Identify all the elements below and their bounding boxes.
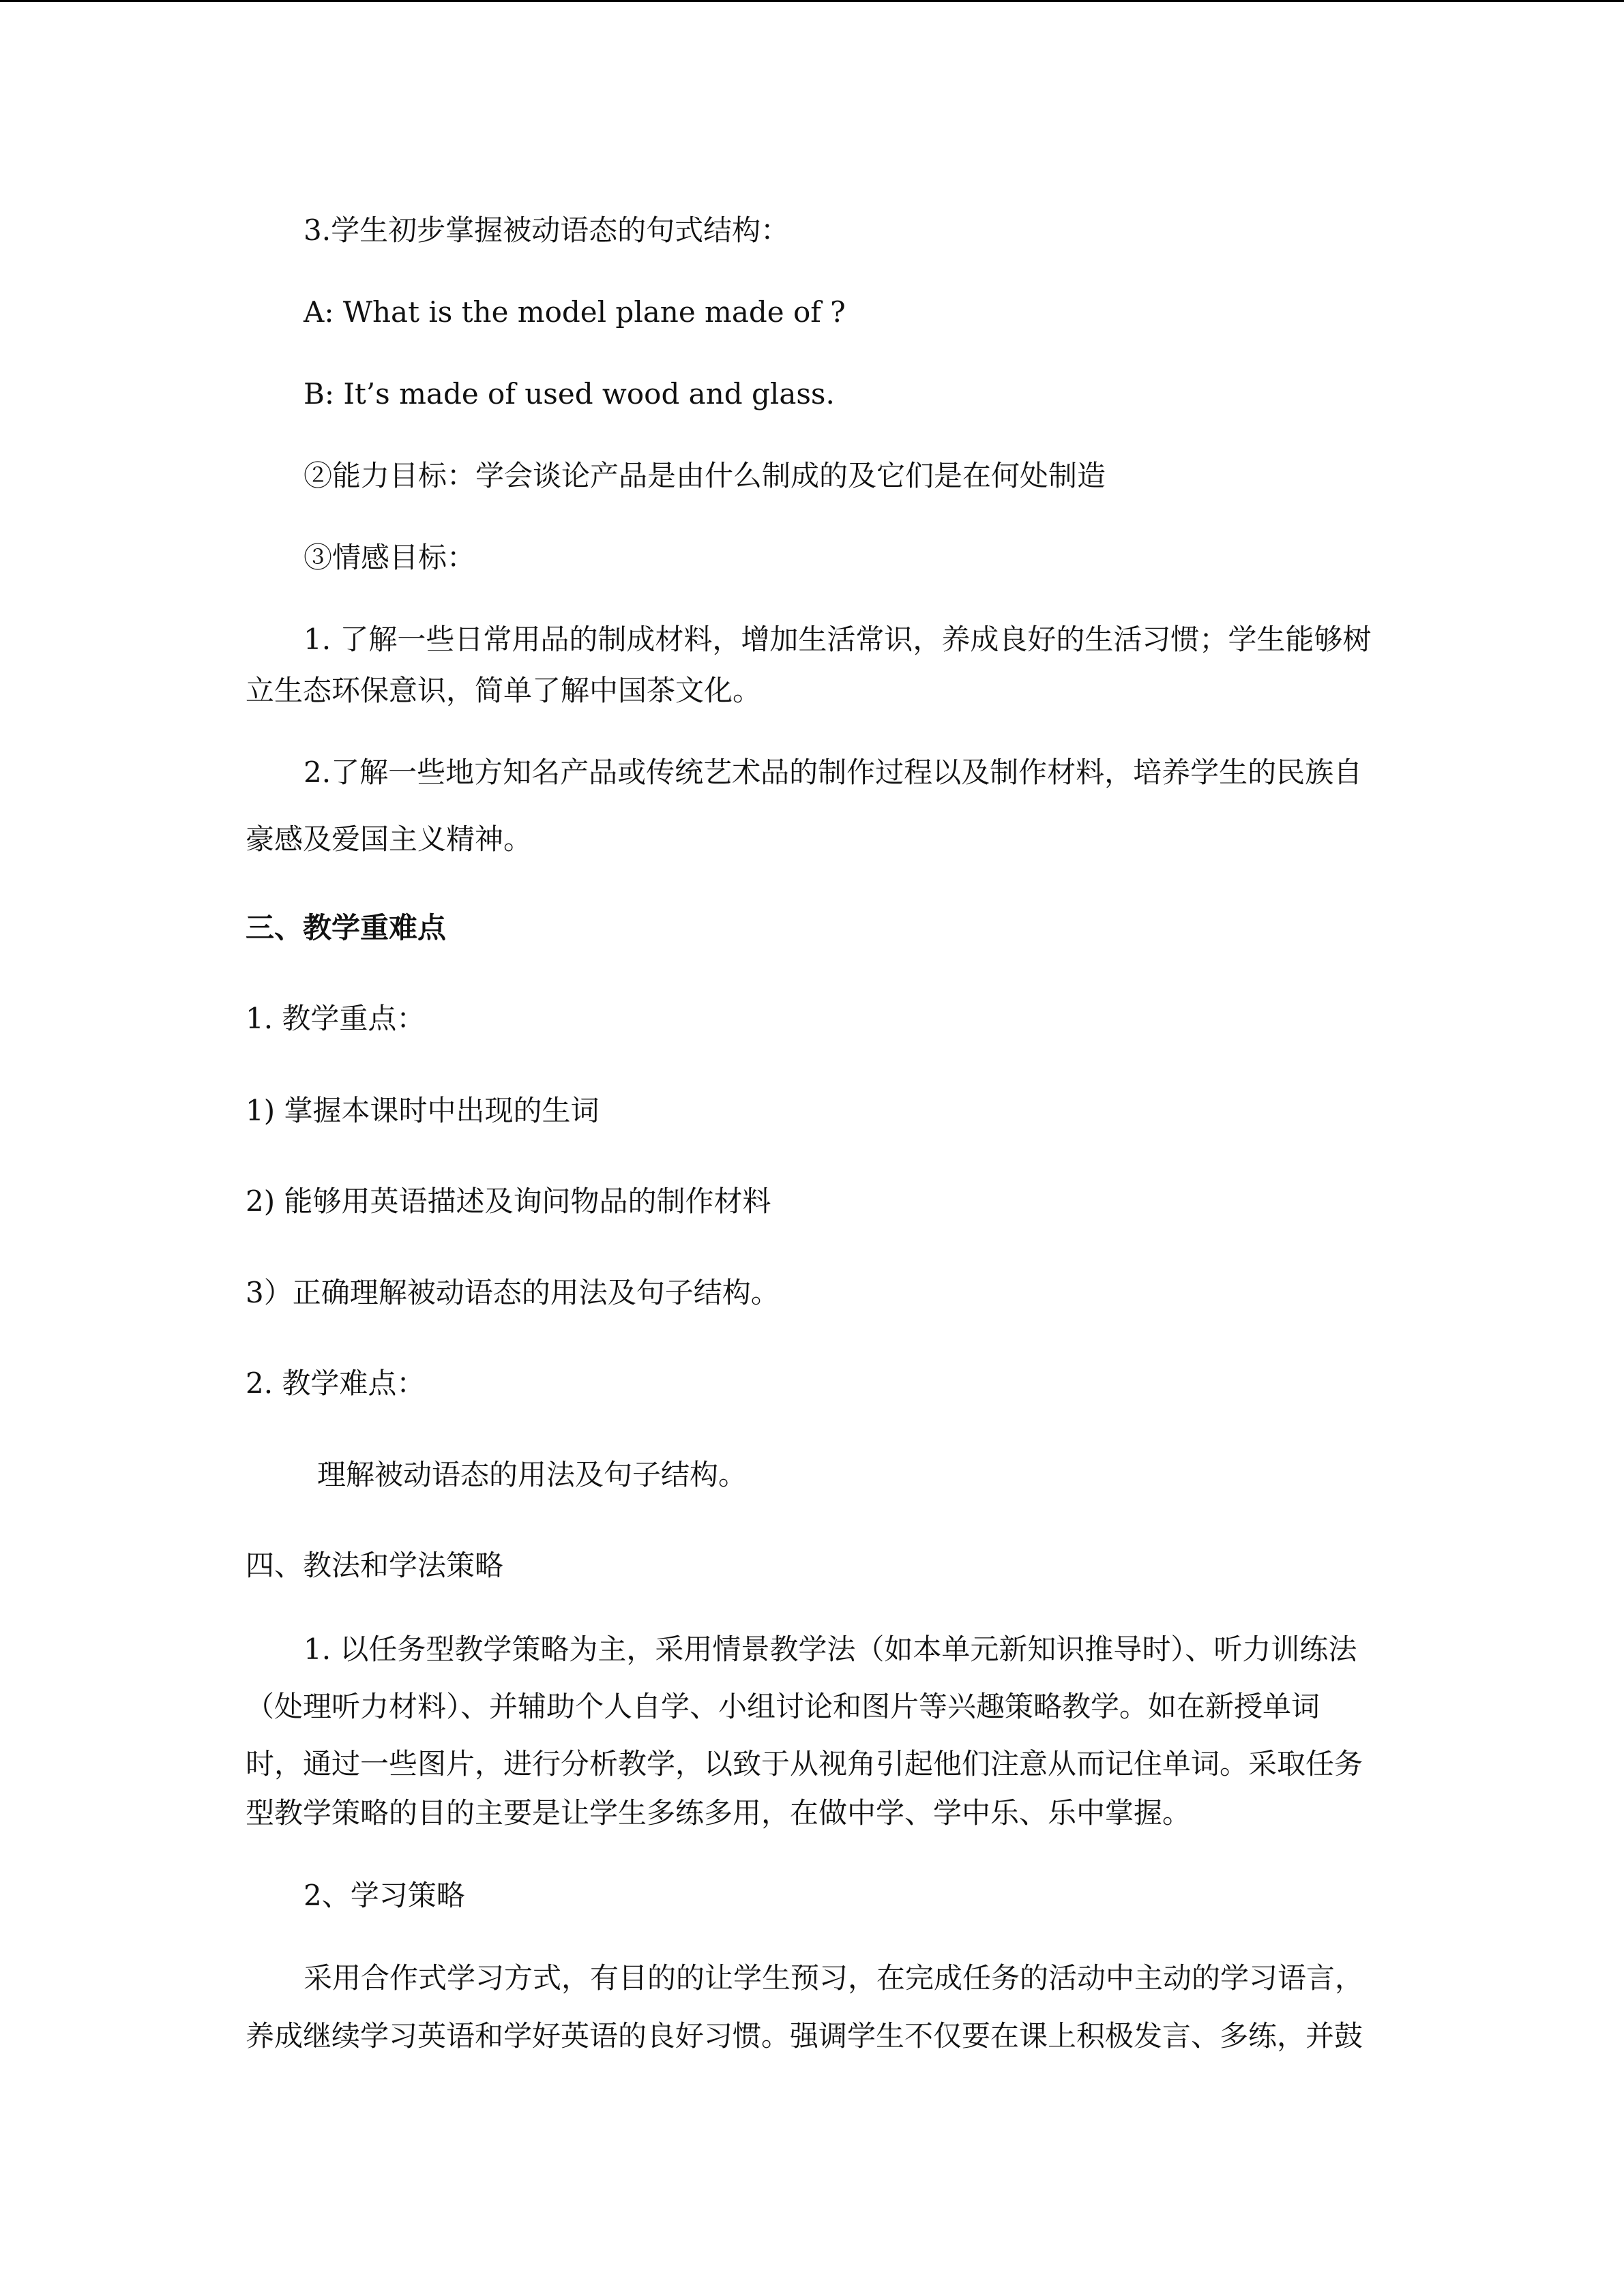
key-point-2: 2) 能够用英语描述及询问物品的制作材料 [246,1184,771,1218]
emotional-item-2-line-2: 豪感及爱国主义精神。 [246,822,533,856]
page-top-border [0,0,1624,2]
section-3-heading: 三、教学重难点 [246,911,447,944]
section-4-heading: 四、教法和学法策略 [246,1549,504,1582]
key-point-3: 3）正确理解被动语态的用法及句子结构。 [246,1276,780,1309]
ability-objective: ②能力目标：学会谈论产品是由什么制成的及它们是在何处制造 [304,459,1106,492]
emotional-item-1-line-1: 1. 了解一些日常用品的制成材料，增加生活常识，养成良好的生活习惯；学生能够树 [304,623,1372,656]
learning-strategy-line-1: 采用合作式学习方式，有目的的让学生预习，在完成任务的活动中主动的学习语言， [304,1961,1364,1995]
learning-strategy-line-2: 养成继续学习英语和学好英语的良好习惯。强调学生不仅要在课上积极发言、多练，并鼓 [246,2019,1363,2053]
difficult-point-1: 理解被动语态的用法及句子结构。 [317,1458,748,1491]
strategy-1-line-2: （处理听力材料）、并辅助个人自学、小组讨论和图片等兴趣策略教学。如在新授单词 [246,1690,1320,1723]
emotional-objective-heading: ③情感目标： [304,541,476,574]
objective-3-heading: 3.学生初步掌握被动语态的句式结构： [304,213,790,247]
key-points-heading: 1. 教学重点： [246,1002,426,1035]
learning-strategy-heading: 2、学习策略 [304,1879,465,1912]
dialogue-question: A: What is the model plane made of ? [304,295,846,329]
strategy-1-line-3: 时，通过一些图片，进行分析教学，以致于从视角引起他们注意从而记住单词。采取任务 [246,1747,1363,1780]
emotional-item-2-line-1: 2.了解一些地方知名产品或传统艺术品的制作过程以及制作材料，培养学生的民族自 [304,756,1363,789]
dialogue-answer: B: It’s made of used wood and glass. [304,377,835,411]
strategy-1-line-4: 型教学策略的目的主要是让学生多练多用，在做中学、学中乐、乐中掌握。 [246,1796,1192,1830]
emotional-item-1-line-2: 立生态环保意识，简单了解中国茶文化。 [246,674,762,707]
key-point-1: 1) 掌握本课时中出现的生词 [246,1094,600,1127]
difficult-points-heading: 2. 教学难点： [246,1367,426,1400]
strategy-1-line-1: 1. 以任务型教学策略为主，采用情景教学法（如本单元新知识推导时）、听力训练法 [304,1632,1357,1666]
